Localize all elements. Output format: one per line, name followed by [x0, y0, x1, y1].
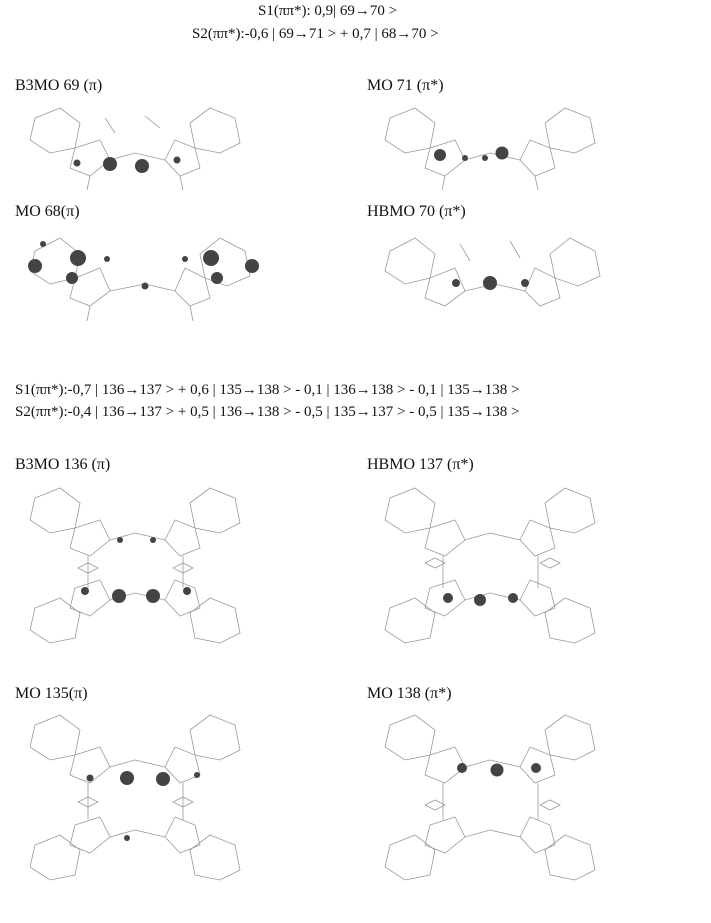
label-homo-69: B3MO 69 (π)	[15, 77, 103, 94]
transition-s2-block2: S2(ππ*):-0,4 | 136→137 > + 0,5 | 136→138 > - 0,5 | 135→137 > - 0,5 | 135→138 >	[15, 404, 520, 420]
label-lumo-137: HBMO 137 (π*)	[367, 456, 474, 473]
label-homo-136: B3MO 136 (π)	[15, 456, 111, 473]
label-mo-71: MO 71 (π*)	[367, 77, 444, 94]
orbital-lumo-70-drawing	[370, 226, 615, 326]
label-lumo-70: HBMO 70 (π*)	[367, 203, 466, 220]
label-mo-135: MO 135(π)	[15, 685, 88, 702]
transition-s1-block1: S1(ππ*): 0,9| 69→70 >	[258, 3, 398, 19]
orbital-mo-138-drawing	[370, 705, 610, 890]
transition-s2-block1: S2(ππ*):-0,6 | 69→71 > + 0,7 | 68→70 >	[192, 26, 439, 42]
transition-s1-block2: S1(ππ*):-0,7 | 136→137 > + 0,6 | 135→138 > - 0,1 | 136→138 > - 0,1 | 135→138 >	[15, 382, 520, 398]
orbital-homo-69-drawing	[15, 98, 255, 196]
orbital-lumo-137-drawing	[370, 478, 610, 653]
orbital-homo-136-drawing	[15, 478, 255, 653]
label-mo-68: MO 68(π)	[15, 203, 80, 220]
orbital-mo-71-drawing	[370, 98, 610, 196]
label-mo-138: MO 138 (π*)	[367, 685, 452, 702]
orbital-mo-135-drawing	[15, 705, 255, 890]
orbital-mo-68-drawing	[15, 226, 270, 326]
